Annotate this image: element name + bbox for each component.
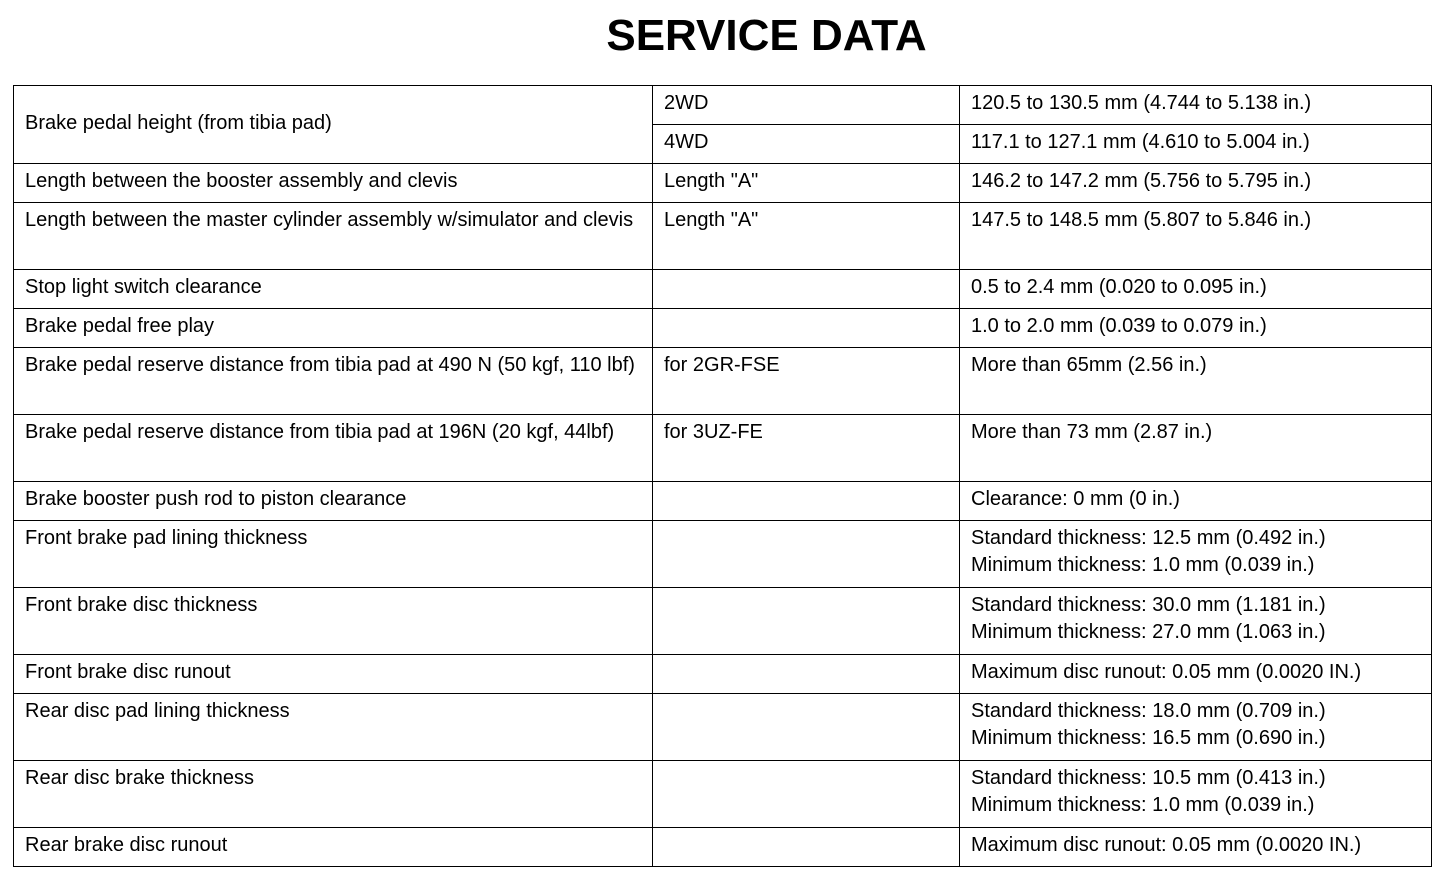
spec-cell (960, 415, 1432, 482)
condition-cell (653, 655, 960, 694)
spec-line: 147.5 to 148.5 mm (5.807 to 5.846 in.) (971, 209, 1312, 231)
table-row (14, 588, 1432, 655)
table-row (14, 270, 1432, 309)
condition-cell (653, 694, 960, 761)
service-data-table (13, 85, 1432, 867)
spec-line: Maximum disc runout: 0.05 mm (0.0020 IN.) (971, 661, 1362, 683)
spec-line: 120.5 to 130.5 mm (4.744 to 5.138 in.) (971, 92, 1312, 114)
spec-cell (960, 309, 1432, 348)
table-row (14, 828, 1432, 867)
spec-line: Standard thickness: 18.0 mm (0.709 in.) (971, 700, 1326, 722)
item-cell: Brake booster push rod to piston clearance (14, 482, 653, 521)
spec-line: Minimum thickness: 16.5 mm (0.690 in.) (971, 727, 1326, 749)
item-cell: Brake pedal reserve distance from tibia pad at 196N (20 kgf, 44lbf) (14, 415, 653, 482)
spec-line: Standard thickness: 10.5 mm (0.413 in.) (971, 767, 1326, 789)
spec-cell (960, 588, 1432, 655)
spec-cell (960, 655, 1432, 694)
condition-cell (653, 761, 960, 828)
spec-line: Standard thickness: 30.0 mm (1.181 in.) (971, 594, 1326, 616)
spec-line: Minimum thickness: 1.0 mm (0.039 in.) (971, 794, 1315, 816)
spec-line: Standard thickness: 12.5 mm (0.492 in.) (971, 527, 1326, 549)
condition-cell: for 3UZ-FE (653, 415, 960, 482)
table-row (14, 348, 1432, 415)
condition-cell (653, 828, 960, 867)
item-cell: Brake pedal height (from tibia pad) (14, 86, 653, 164)
condition-cell: Length "A" (653, 203, 960, 270)
table-row (14, 86, 1432, 125)
condition-cell (653, 521, 960, 588)
spec-line: 146.2 to 147.2 mm (5.756 to 5.795 in.) (971, 170, 1312, 192)
spec-line: 117.1 to 127.1 mm (4.610 to 5.004 in.) (971, 131, 1310, 153)
table-row (14, 694, 1432, 761)
spec-cell (960, 270, 1432, 309)
condition-cell (653, 588, 960, 655)
condition-cell: 2WD (653, 86, 960, 125)
spec-line: 0.5 to 2.4 mm (0.020 to 0.095 in.) (971, 276, 1267, 298)
spec-line: More than 73 mm (2.87 in.) (971, 421, 1213, 443)
item-cell: Length between the master cylinder assembly w/simulator and clevis (14, 203, 653, 270)
table-row (14, 521, 1432, 588)
spec-line: 1.0 to 2.0 mm (0.039 to 0.079 in.) (971, 315, 1267, 337)
spec-cell (960, 761, 1432, 828)
table-row (14, 482, 1432, 521)
item-cell: Front brake disc thickness (14, 588, 653, 655)
condition-cell: for 2GR-FSE (653, 348, 960, 415)
table-row (14, 761, 1432, 828)
spec-cell (960, 694, 1432, 761)
table-row (14, 164, 1432, 203)
item-cell: Front brake pad lining thickness (14, 521, 653, 588)
table-row (14, 415, 1432, 482)
item-cell: Front brake disc runout (14, 655, 653, 694)
spec-line: More than 65mm (2.56 in.) (971, 354, 1207, 376)
spec-cell (960, 86, 1432, 125)
spec-cell (960, 125, 1432, 164)
item-cell: Brake pedal free play (14, 309, 653, 348)
spec-line: Minimum thickness: 1.0 mm (0.039 in.) (971, 554, 1315, 576)
table-row (14, 309, 1432, 348)
condition-cell (653, 482, 960, 521)
spec-line: Clearance: 0 mm (0 in.) (971, 488, 1180, 510)
condition-cell: 4WD (653, 125, 960, 164)
spec-line: Maximum disc runout: 0.05 mm (0.0020 IN.) (971, 834, 1362, 856)
condition-cell (653, 309, 960, 348)
item-cell: Stop light switch clearance (14, 270, 653, 309)
spec-cell (960, 203, 1432, 270)
spec-cell (960, 482, 1432, 521)
table-row (14, 203, 1432, 270)
page-title: SERVICE DATA (606, 11, 927, 60)
item-cell: Rear disc pad lining thickness (14, 694, 653, 761)
table-row (14, 655, 1432, 694)
spec-cell (960, 521, 1432, 588)
item-cell: Brake pedal reserve distance from tibia pad at 490 N (50 kgf, 110 lbf) (14, 348, 653, 415)
item-cell: Rear brake disc runout (14, 828, 653, 867)
item-cell: Rear disc brake thickness (14, 761, 653, 828)
condition-cell: Length "A" (653, 164, 960, 203)
spec-line: Minimum thickness: 27.0 mm (1.063 in.) (971, 621, 1326, 643)
spec-cell (960, 164, 1432, 203)
spec-cell (960, 348, 1432, 415)
item-cell: Length between the booster assembly and clevis (14, 164, 653, 203)
condition-cell (653, 270, 960, 309)
spec-cell (960, 828, 1432, 867)
